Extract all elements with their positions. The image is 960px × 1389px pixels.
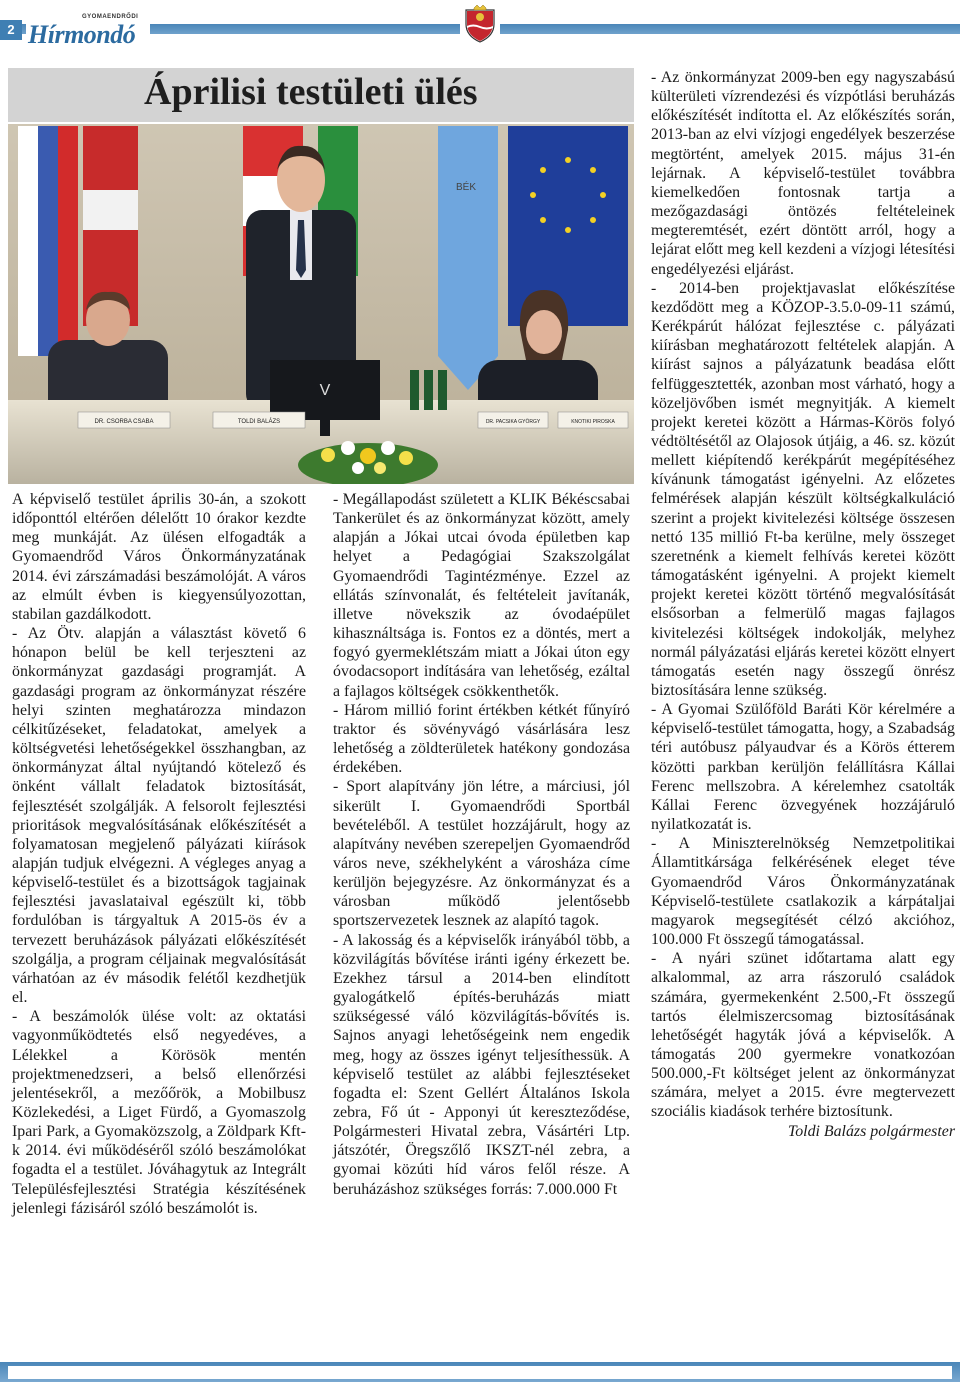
article-column-1 <box>12 490 306 1218</box>
paragraph: - 2014-ben projektjavaslat előkészítése kezdődött meg a KÖZOP-3.5.0-09-11 számú, Kerékpárút hálózat fejlesztése c. pályázati kiírásban meghatározott feltételek alapján. A kiírást sajnos a pályázatunk beadása előtt felfüggesztették, azonban most várható, hogy a közeljövőben ismét megnyitják. A kiemelt projekt keretei között a Hármas-Körös folyó védtöltésétől az Olajosok útjáig, a 46. sz. közút mellett kiépítendő kerékpárút megépítéséhez kívánunk támogatást igényelni. Az előzetes felmérések alapján készült költségkalkuláció szerint a projekt kivitelezési költsége összesen nettó 135 millió Ft-ba kerülne, mely összeget szeretnénk a kiemelt felhívás keretei között támogatásként igényelni. A projekt kiemelt projekt keretei között történő megvalósítását elsősorban a felmerülő magas fajlagos kivitelezési költségek indokolják, melyhez normál pályázatási eljárás keretei között elnyert támogatás esetén nagy összegű önrész biztosítására lenne szükség. <box>651 279 955 699</box>
paragraph: - A nyári szünet időtartama alatt egy alkalommal, az arra rászoruló családok számára, gyermekenként 2.500,-Ft összegű tartós élelmiszercsomag biztosításának lehetőségét hagyták jóvá a képviselők. A támogatás 200 gyermekre vonatkozóan 500.000,-Ft költséget jelent az önkormányzat számára, melyet a 2015. évre megtervezett szociális kiadások terhére biztosítunk. <box>651 950 955 1121</box>
page-number: 2 <box>0 20 22 40</box>
article-column-2 <box>333 490 630 1199</box>
paragraph: - A beszámolók ülése volt: az oktatási vagyonműködtetés első negyedéves, a Lélekkel a Körösök mentén projektmenedzseri, a belső ellenőrzési jelentésekről, a mezőőrök, a Mobilbusz Közlekedési, a Liget Fürdő, a Gyomaszolg Ipari Park, a Gyomaközszolg, a Zöldpark Kft-k 2014. évi működéséről szóló beszámolókat fogadta el a testület. Jóváhagytuk az Integrált Településfejlesztési Stratégia készítésének jelenlegi fázisáról szóló beszámolót is. <box>12 1008 306 1217</box>
paragraph: - Megállapodást született a KLIK Békéscsabai Tankerület és az önkormányzat között, amely alapján a Jókai utcai óvoda épületben kap helyet a Pedagógiai Szakszolgálat Gyomaendrődi Tagintézménye. Ezzel az ellátás színvonalát, és feltételeit javítanák, illetve növekszik az óvodaépület kihasználtsága is. Fontos ez a döntés, mert a fogyó gyermeklétszám miatt a Jókai úton egy óvodacsoport indítására van lehetőség, ezáltal a fajlagos költségek csökkenthetők. <box>333 491 630 700</box>
paragraph: A képviselő testület április 30-án, a szokott időponttól eltérően délelőtt 10 órakor kezdte meg munkáját. Az ülésen elfogadták a Gyomaendrőd Város Önkormányzatának 2014. évi zárszámadási beszámolóját. A város az elmúlt évben is kiegyensúlyozottan, stabilan gazdálkodott. <box>12 491 306 623</box>
paragraph: - Az önkormányzat 2009-ben egy nagyszabású külterületi vízrendezési és vízpótlási beruházás előkészítését indította el. Az előkészítés során, 2013-ban az elvi vízjogi engedélyek beszerzése megtörtént, amelyek 2015. május 31-én lejárnak. A képviselő-testület továbbra kiemelkedően fontosnak tartja a mezőgazdasági öntözés feltételeinek megteremtését, ezért döntött arról, hogy a lejárat előtt meg kell kezdeni a vízjogi létesítési engedélyezési eljárást. <box>651 69 955 278</box>
coat-of-arms-icon <box>460 4 500 44</box>
paragraph: - A lakosság és a képviselők irányából több, a közvilágítás bővítése iránti igény érkezett be. Ezekhez társul a 2014-ben elindított gyalogátkelő építés-beruházás miatt szükségessé váló közvilágítás-bővítés is. Sajnos anyagi lehetőségeink nem engedik meg, hogy az összes igényt teljesíthessük. A képviselő testület az alábbi fejlesztéseket fogadta el: Szent Gellért Általános Iskola zebra, Fő út - Apponyi út kereszteződése, Polgármesteri Hivatal zebra, Vásártéri Ltp. játszótér, Öregszőlő IKSZT-nél zebra, a gyomai közúti híd város felől része. A beruházáshoz szükséges forrás: 7.000.000 Ft <box>333 931 630 1198</box>
paragraph: - A Gyomai Szülőföld Baráti Kör kérelmére a képviselő-testület támogatta, hogy, a Szabadság téri autóbusz pályaudvar és a Körös étterem közötti parkban kerüljön felállításra Kállai Ferenc mellszobra. A kérelemhez csatolták Kállai Ferenc özvegyének hozzájáruló nyilatkozatát is. <box>651 701 955 834</box>
masthead-title: Hírmondó <box>28 20 136 49</box>
paragraph: - Az Ötv. alapján a választást követő 6 hónapon belül be kell terjeszteni az önkormányzat gazdasági programját. A gazdasági program az önkormányzat részére helyi szinten meghatározza mindazon célkitűzéseket, feladatokat, amelyek a költségvetési lehetőségekkel összhangban, az önkormányzat által nyújtandó kötelező és önként vállalt feladatok biztosítását, fejlesztését szolgálják. A felsorolt fejlesztési prioritások megvalósításának előkészítését a folyamatosan megjelenő pályázati kiírások alapján tudjuk elvégezni. A végleges anyag a képviselő-testület és a bizottságok tagjainak fejlesztési javaslataival egészült ki, több fordulóban is tárgyaltuk A 2015-ös év a tervezett beruházások pályázati előkészítését szolgálja, a program céljainak megvalósítását várhatóan az év második felétől kezdhetjük el. <box>12 625 306 1007</box>
paragraph: - A Miniszterelnökség Nemzetpolitikai Államtitkársága felkérésének eleget téve Gyomaendrőd Város Önkormányzatának Képviselő-testülete csatlakozik a kárpátaljai magyarok megsegítését célzó akcióhoz, 100.000 Ft összegű támogatással. <box>651 835 955 949</box>
svg-text:V: V <box>319 382 331 399</box>
nameplate-2: TOLDI BALÁZS <box>237 419 281 425</box>
author-signature: Toldi Balázs polgármester <box>787 1122 955 1140</box>
footer-stripe <box>8 1366 952 1379</box>
nameplate-1: DR. CSORBA CSABA <box>94 419 154 425</box>
article-column-3 <box>651 68 955 1141</box>
masthead-small-text: GYOMAENDRŐDI <box>82 14 139 20</box>
paragraph: - Sport alapítvány jön létre, a márciusi, jól sikerült I. Gyomaendrődi Sportbál bevételéből. A testület hozzájárult, hogy az alapítvány nevében szerepeljen Gyomaendrőd város neve, székhelyként a városháza címe kerüljön bejegyzésre. Az önkormányzat és a városban működő jelentősebb sportszervezetek lesznek az alapító tagok. <box>333 778 630 930</box>
nameplate-3: DR. PACSIKA GYÖRGY <box>485 419 541 425</box>
paragraph: - Három millió forint értékben kétkét fűnyíró traktor és sövényvágó vásárlására lesz lehetőség a zöldterületek hatékony gondozása érdekében. <box>333 701 630 777</box>
flag-text: BÉK <box>456 182 477 193</box>
council-meeting-photo <box>8 70 634 484</box>
article-title: Áprilisi testületi ülés <box>144 71 478 113</box>
masthead-logo <box>26 10 150 50</box>
nameplate-4: KNOTIKI PIROSKA <box>571 419 615 425</box>
